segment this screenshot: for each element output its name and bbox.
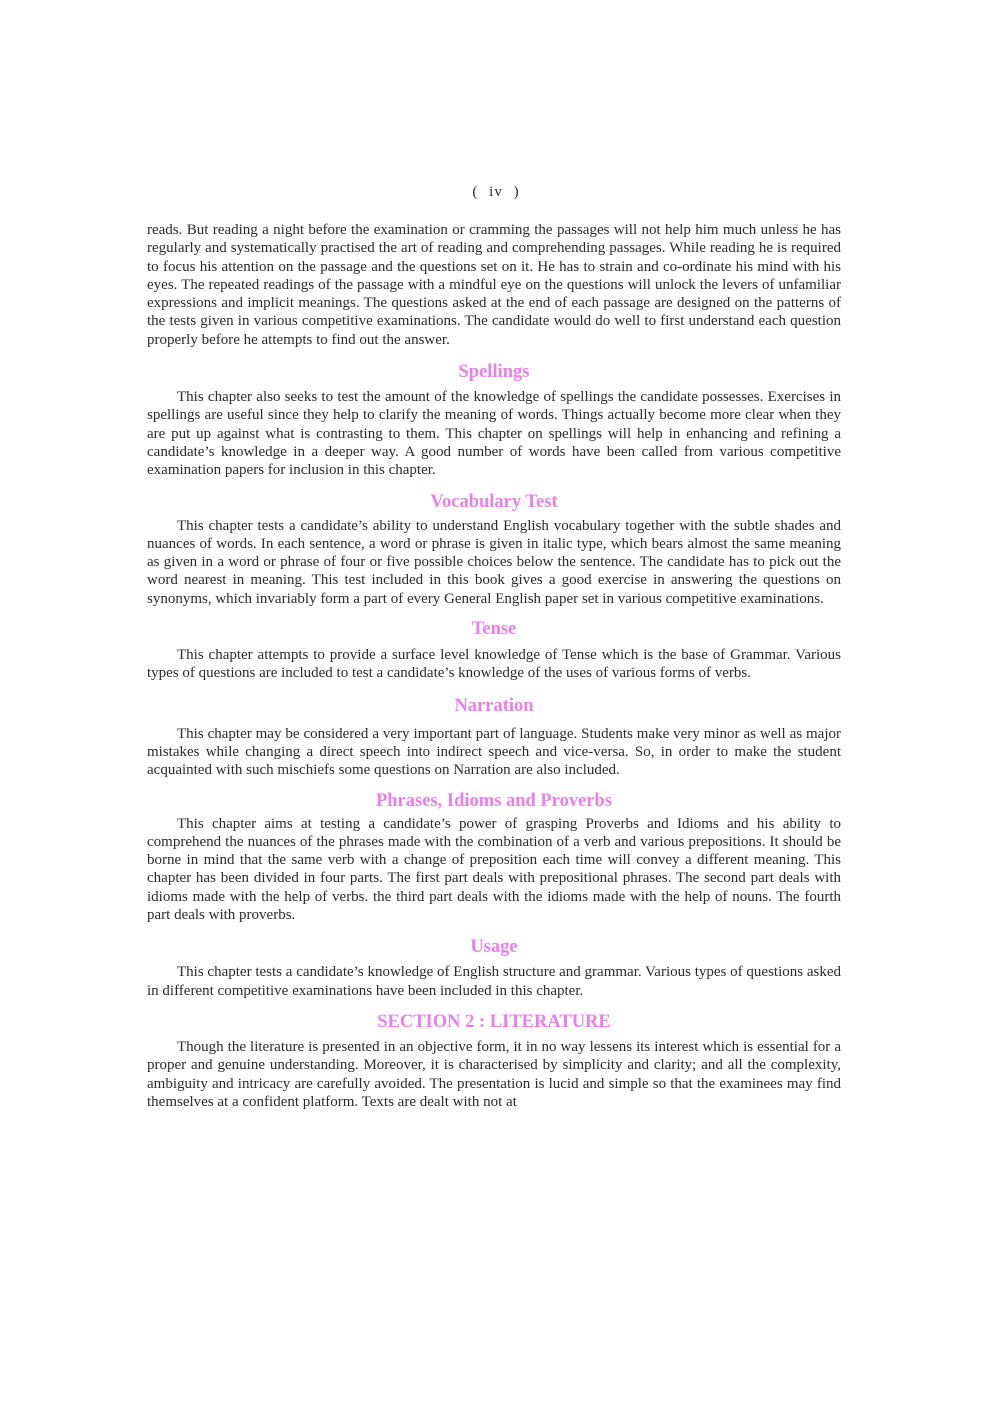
heading-tense: Tense [471,619,517,640]
heading-usage: Usage [470,937,518,958]
heading-phrases-idioms-proverbs: Phrases, Idioms and Proverbs [375,790,613,811]
paragraph-usage: This chapter tests a candidate’s knowledge of English structure and grammar. Various types of questions asked in different competitive examinations have been included in this chapter. [147,964,841,999]
paragraph-tense: This chapter attempts to provide a surface level knowledge of Tense which is the base of Grammar. Various types of questions are included to test a candidate’s knowledge of the uses of various forms of verbs. [147,647,841,682]
document-body [147,221,841,1111]
page-number: ( iv ) [472,184,520,200]
paragraph-literature: Though the literature is presented in an objective form, it in no way lessens its interest which is essential for a proper and genuine understanding. Moreover, it is characterised by simplicity and clarity; and all the complexity, ambiguity and intricacy are carefully avoided. The presentation is lucid and simple so that the examinees may find themselves at a confident platform. Texts are dealt with not at [147,1038,841,1110]
heading-spellings: Spellings [458,362,530,383]
heading-section-2-literature: SECTION 2 : LITERATURE [377,1011,611,1032]
paragraph-spellings: This chapter also seeks to test the amount of the knowledge of spellings the candidate possesses. Exercises in spellings are useful since they help to clarify the meaning of words. Things actually become more clear when they are put up against what is contrasting to them. This chapter on spellings will help in enhancing and refining a candidate’s knowledge in a deeper way. A good number of words have been called from various competitive examination papers for inclusion in this chapter. [147,389,841,479]
paragraph-phrases-idioms-proverbs: This chapter aims at testing a candidate’s power of grasping Proverbs and Idioms and his ability to comprehend the nuances of the phrases made with the combination of a verb and various prepositions. It should be borne in mind that the same verb with a change of preposition each time will convey a different meaning. This chapter has been divided in four parts. The first part deals with prepositional phrases. The second part deals with idioms made with the help of verbs. the third part deals with the idioms made with the help of nouns. The fourth part deals with proverbs. [147,815,841,924]
heading-narration: Narration [454,695,534,716]
heading-vocabulary-test: Vocabulary Test [430,491,558,512]
paragraph-vocabulary-test: This chapter tests a candidate’s ability to understand English vocabulary together with the subtle shades and nuances of words. In each sentence, a word or phrase is given in italic type, which bears almost the same meaning as given in a word or phrase of four or five possible choices below the sentence. The candidate has to pick out the word nearest in meaning. This test included in this book gives a good exercise in answering the questions on synonyms, which invariably form a part of every General English paper set in various competitive examinations. [147,517,841,607]
paragraph-narration: This chapter may be considered a very important part of language. Students make very minor as well as major mistakes while changing a direct speech into indirect speech and vice-versa. So, in order to make the student acquainted with such mischiefs some questions on Narration are also included. [147,725,841,779]
intro-paragraph: reads. But reading a night before the examination or cramming the passages will not help him much unless he has regularly and systematically practised the art of reading and comprehending passages. While reading he is required to focus his attention on the passage and the questions set on it. He has to strain and co-ordinate his mind with his eyes. The repeated readings of the passage with a mindful eye on the questions will unlock the levers of unfamiliar expressions and implicit meanings. The questions asked at the end of each passage are designed on the patterns of the tests given in various competitive examinations. The candidate would do well to first understand each question properly before he attempts to find out the answer. [147,222,841,348]
